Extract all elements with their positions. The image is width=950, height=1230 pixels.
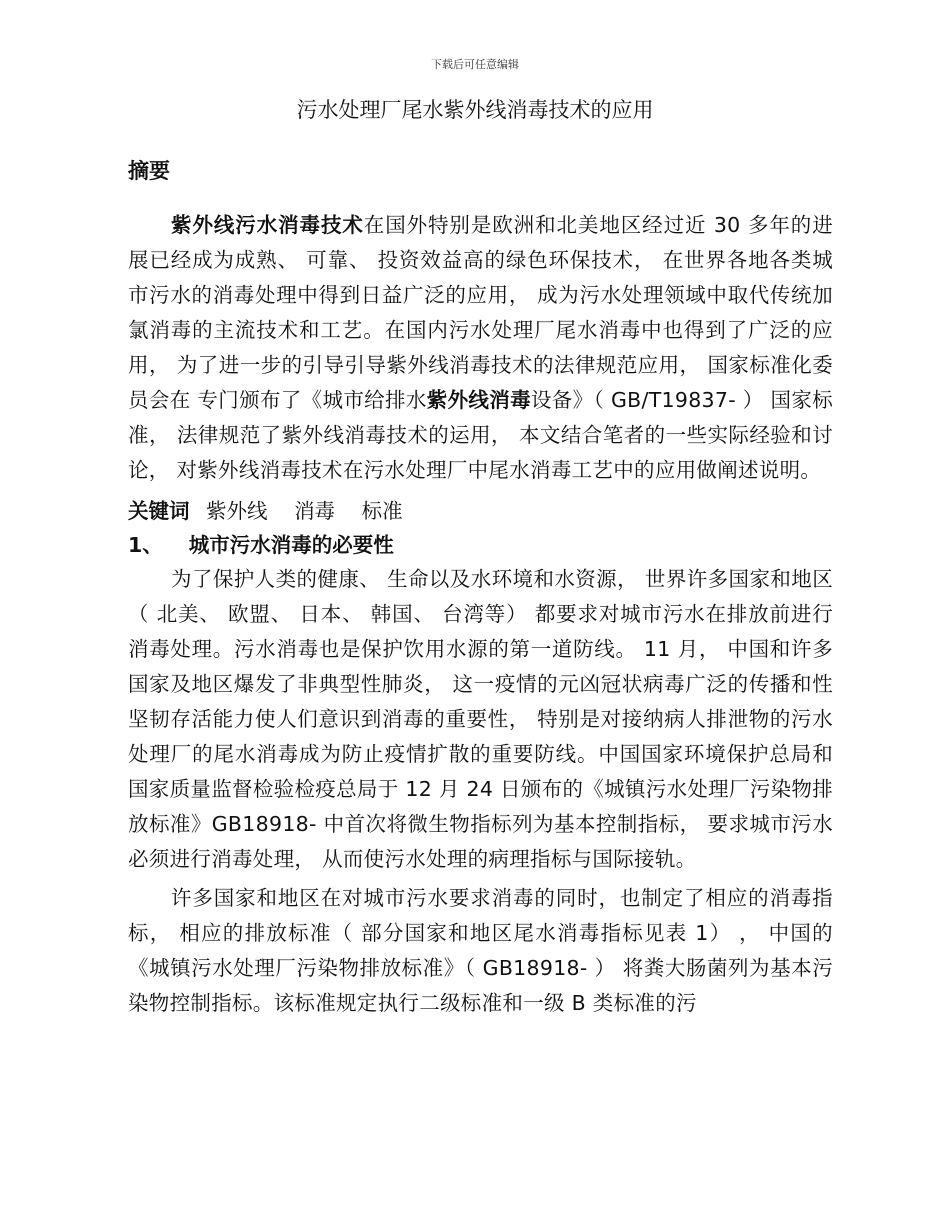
document-body xyxy=(128,154,833,1021)
abstract-text-2: 设备》（ GB/T19837- ） 国家标准， 法律规范了紫外线消毒技术的运用， 本文结合笔者的一些实际经验和讨论， 对紫外线消毒技术在污水处理厂中尾水消毒工艺中的应用做阐述说明。 xyxy=(128,388,834,482)
document-title: 污水处理厂尾水紫外线消毒技术的应用 xyxy=(296,98,654,122)
abstract-text-1: 在国外特别是欧洲和北美地区经过近 30 多年的进展已经成为成熟、 可靠、 投资效益高的绿色环保技术， 在世界各地各类城市污水的消毒处理中得到日益广泛的应用， 成为污水处理领域中取代传统加氯消毒的主流技术和工艺。在国内污水处理厂尾水消毒中也得到了广泛的应用， 为了进一步的引导引导紫外线消毒技术的法律规范应用， 国家标准化委员会在 专门颁布了《城市给排水 xyxy=(128,213,833,412)
section-1-number: 1、 xyxy=(128,533,163,557)
header-note: 下载后可任意编辑 xyxy=(431,58,519,71)
abstract-heading: 摘要 xyxy=(128,159,170,183)
keyword-item: 消毒 xyxy=(294,499,336,523)
section-1-title: 城市污水消毒的必要性 xyxy=(188,533,394,557)
section-1-heading xyxy=(128,528,833,562)
section-1-paragraph-2: 许多国家和地区在对城市污水要求消毒的同时，也制定了相应的消毒指标， 相应的排放标准（ 部分国家和地区尾水消毒指标见表 1） ， 中国的《城镇污水处理厂污染物排放标准》（ GB18918- ） 将粪大肠菌列为基本污染物控制指标。该标准规定执行二级标准和一级 B 类标准的污 xyxy=(128,886,833,1015)
keyword-item: 标准 xyxy=(361,499,403,523)
abstract-bold-mid: 紫外线消毒 xyxy=(426,388,531,412)
section-1-paragraph-1: 为了保护人类的健康、 生命以及水环境和水资源， 世界许多国家和地区（ 北美、 欧盟、 日本、 韩国、 台湾等） 都要求对城市污水在排放前进行消毒处理。污水消毒也是保护饮用水源的第一道防线。 11 月， 中国和许多国家及地区爆发了非典型性肺炎， 这一疫情的元凶冠状病毒广泛的传播和性坚韧存活能力使人们意识到消毒的重要性， 特别是对接纳病人排泄物的污水处理厂的尾水消毒成为防止疫情扩散的重要防线。中国国家环境保护总局和国家质量监督检验检疫总局于 12 月 24 日颁布的《城镇污水处理厂污染物排放标准》GB18918- 中首次将微生物指标列为基本控制指标， 要求城市污水必须进行消毒处理， 从而使污水处理的病理指标与国际接轨。 xyxy=(128,567,833,871)
keywords-label: 关键词 xyxy=(128,499,190,523)
abstract-bold-lead: 紫外线污水消毒技术 xyxy=(171,213,364,237)
keywords-line xyxy=(128,494,833,528)
abstract-paragraph xyxy=(128,208,833,488)
keyword-item: 紫外线 xyxy=(206,499,268,523)
